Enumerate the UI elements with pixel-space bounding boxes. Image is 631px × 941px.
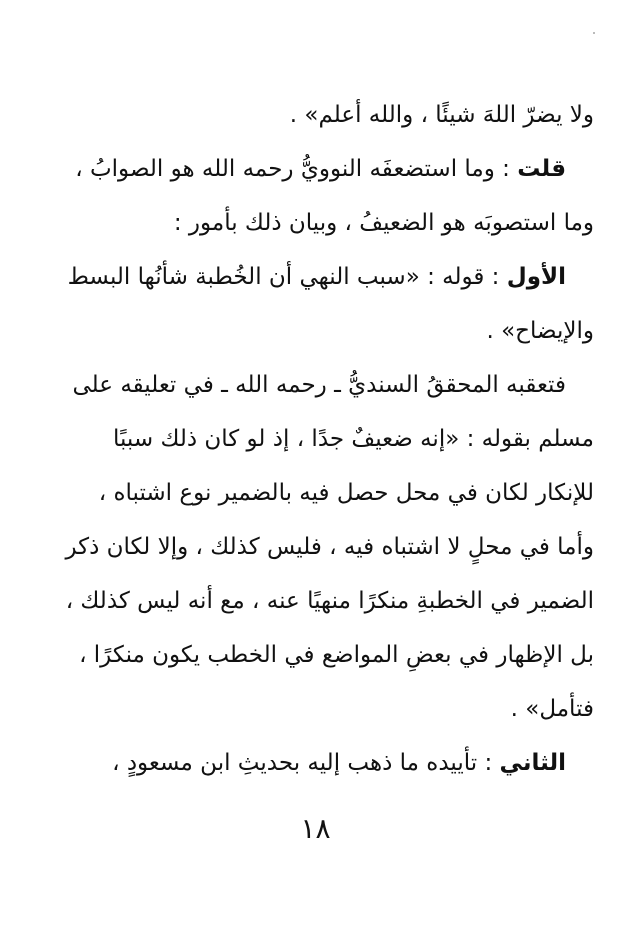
line-12-text: فتأمل» . [510, 696, 594, 722]
line-2-lead: قلت [517, 156, 566, 182]
line-4-text: : قوله : «سبب النهي أن الخُطبة شأنُها البسط [67, 264, 500, 290]
line-10-text: الضمير في الخطبةِ منكرًا منهيًا عنه ، مع أنه ليس كذلك ، [65, 588, 594, 614]
scan-speck [593, 32, 595, 34]
text-line-2 [34, 142, 594, 196]
line-13-lead: الثاني [499, 750, 566, 776]
page-body-text [34, 88, 594, 790]
line-2-text: : وما استضعفَه النوويُّ رحمه الله هو الصوابُ ، [75, 156, 510, 182]
text-line-11 [34, 628, 594, 682]
line-4-lead: الأول [506, 264, 566, 290]
line-13-text: : تأييده ما ذهب إليه بحديثِ ابن مسعودٍ ، [112, 750, 493, 776]
line-3-text: وما استصوبَه هو الضعيفُ ، وبيان ذلك بأمور : [173, 210, 594, 236]
text-line-6 [34, 358, 594, 412]
text-line-3 [34, 196, 594, 250]
line-7-text: مسلم بقوله : «إنه ضعيفٌ جدًا ، إذ لو كان ذلك سببًا [112, 426, 594, 452]
text-line-5 [34, 304, 594, 358]
text-line-1 [34, 88, 594, 142]
line-6-text: فتعقبه المحققُ السنديُّ ـ رحمه الله ـ في تعليقه على [72, 372, 566, 398]
line-5-text: والإيضاح» . [486, 318, 594, 344]
line-8-text: للإنكار لكان في محل حصل فيه بالضمير نوع اشتباه ، [98, 480, 594, 506]
text-line-7 [34, 412, 594, 466]
line-11-text: بل الإظهار في بعضِ المواضع في الخطب يكون منكرًا ، [79, 642, 594, 668]
text-line-8 [34, 466, 594, 520]
text-line-13 [34, 736, 594, 790]
line-1-text: ولا يضرّ اللهَ شيئًا ، والله أعلم» . [289, 102, 594, 128]
text-line-10 [34, 574, 594, 628]
text-line-12 [34, 682, 594, 736]
page-number: ١٨ [300, 812, 331, 845]
line-9-text: وأما في محلٍ لا اشتباه فيه ، فليس كذلك ، وإلا لكان ذكر [65, 534, 594, 560]
text-line-4 [34, 250, 594, 304]
text-line-9 [34, 520, 594, 574]
